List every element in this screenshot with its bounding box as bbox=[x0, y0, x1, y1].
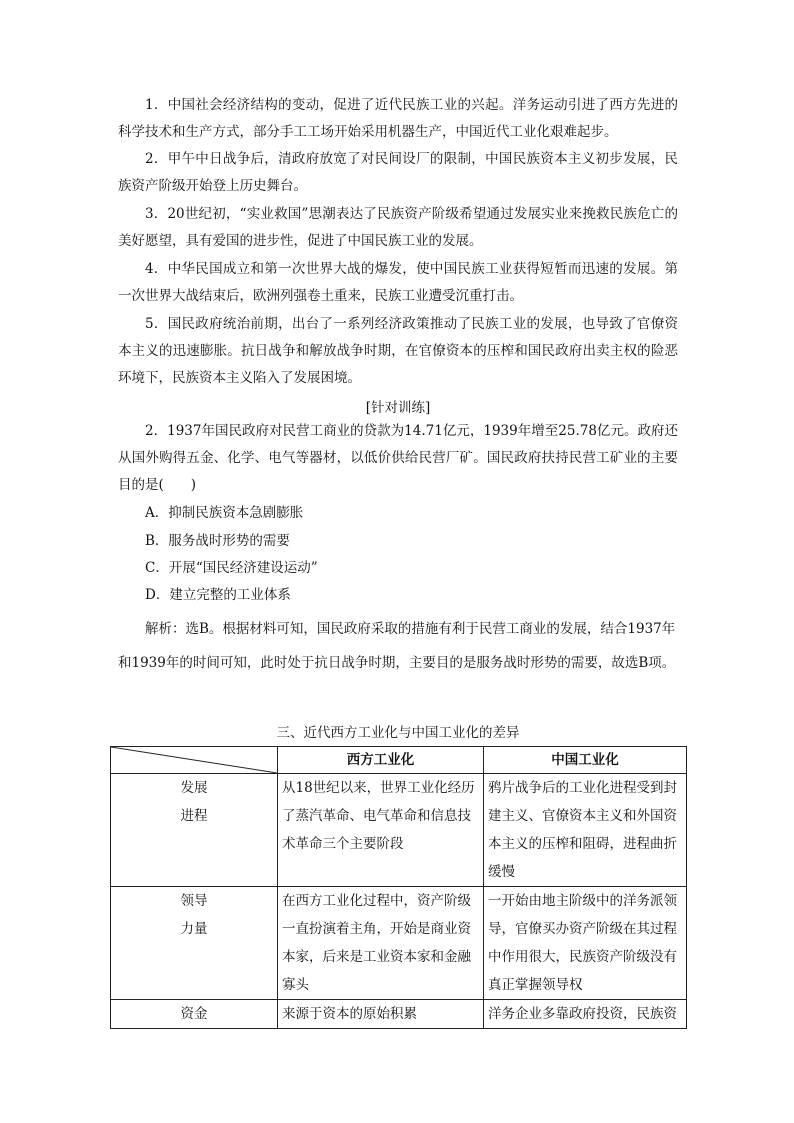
table-header-west: 西方工业化 bbox=[278, 747, 484, 774]
comparison-table bbox=[110, 746, 687, 1029]
table-corner-cell bbox=[111, 747, 278, 774]
cell-china: 洋务企业多靠政府投资，民族资 bbox=[484, 1000, 687, 1029]
cell-china: 一开始由地主阶级中的洋务派领导，官僚买办资产阶级在其过程中作用很大，民族资产阶级没有真正掌握领导权 bbox=[484, 887, 687, 1000]
table-header-row bbox=[111, 747, 687, 774]
diagonal-line bbox=[111, 747, 277, 773]
option-c: C．开展“国民经济建设运动” bbox=[145, 560, 318, 576]
training-title: [针对训练] bbox=[365, 400, 431, 416]
paragraph-1: 1．中国社会经济结构的变动，促进了近代民族工业的兴起。洋务运动引进了西方先进的科学技术和生产方式，部分手工工场开始采用机器生产，中国近代工业化艰难起步。 bbox=[118, 97, 678, 140]
cell-china: 鸦片战争后的工业化进程受到封建主义、官僚资本主义和外国资本主义的压榨和阻碍，进程曲折缓慢 bbox=[484, 774, 687, 887]
row-head-funding: 资金 bbox=[111, 1000, 278, 1029]
row-head-line: 力量 bbox=[180, 921, 208, 937]
paragraph-3: 3．20世纪初，“实业救国”思潮表达了民族资产阶级希望通过发展实业来挽救民族危亡的美好愿望，具有爱国的进步性，促进了中国民族工业的发展。 bbox=[118, 206, 678, 249]
table-row bbox=[111, 887, 687, 1000]
cell-west: 在西方工业化过程中，资产阶级一直扮演着主角，开始是商业资本家，后来是工业资本家和金融寡头 bbox=[278, 887, 484, 1000]
analysis-text: 解析：选B。根据材料可知，国民政府采取的措施有利于民营工商业的发展，结合1937年和1939年的时间可知，此时处于抗日战争时期，主要目的是服务战时形势的需要，故选B项。 bbox=[118, 621, 676, 671]
row-head-line: 进程 bbox=[180, 808, 208, 824]
row-head-line: 发展 bbox=[180, 780, 208, 796]
row-head-development bbox=[111, 774, 278, 887]
paragraph-5: 5．国民政府统治前期，出台了一系列经济政策推动了民族工业的发展，也导致了官僚资本主义的迅速膨胀。抗日战争和解放战争时期，在官僚资本的压榨和国民政府出卖主权的险恶环境下，民族资本主义陷入了发展困境。 bbox=[118, 316, 678, 386]
paragraph-4: 4．中华民国成立和第一次世界大战的爆发，使中国民族工业获得短暂而迅速的发展。第一次世界大战结束后，欧洲列强卷土重来，民族工业遭受沉重打击。 bbox=[118, 261, 678, 304]
row-head-line: 领导 bbox=[180, 893, 208, 909]
table-row bbox=[111, 1000, 687, 1029]
cell-west: 来源于资本的原始积累 bbox=[278, 1000, 484, 1029]
cell-west: 从18世纪以来，世界工业化经历了蒸汽革命、电气革命和信息技术革命三个主要阶段 bbox=[278, 774, 484, 887]
table-header-china: 中国工业化 bbox=[484, 747, 687, 774]
paragraph-2: 2．甲午中日战争后，清政府放宽了对民间设厂的限制，中国民族资本主义初步发展，民族资产阶级开始登上历史舞台。 bbox=[118, 151, 678, 194]
option-d: D．建立完整的工业体系 bbox=[145, 587, 291, 603]
option-a: A．抑制民族资本急剧膨胀 bbox=[145, 505, 304, 521]
question-text: 2．1937年国民政府对民营工商业的贷款为14.71亿元，1939年增至25.78亿元。政府还从国外购得五金、化学、电气等器材，以低价供给民营厂矿。国民政府扶持民营工矿业的主要目的是( ) bbox=[118, 423, 678, 493]
section-title: 三、近代西方工业化与中国工业化的差异 bbox=[276, 725, 520, 741]
row-head-leadership bbox=[111, 887, 278, 1000]
table-row bbox=[111, 774, 687, 887]
option-b: B．服务战时形势的需要 bbox=[145, 533, 290, 549]
